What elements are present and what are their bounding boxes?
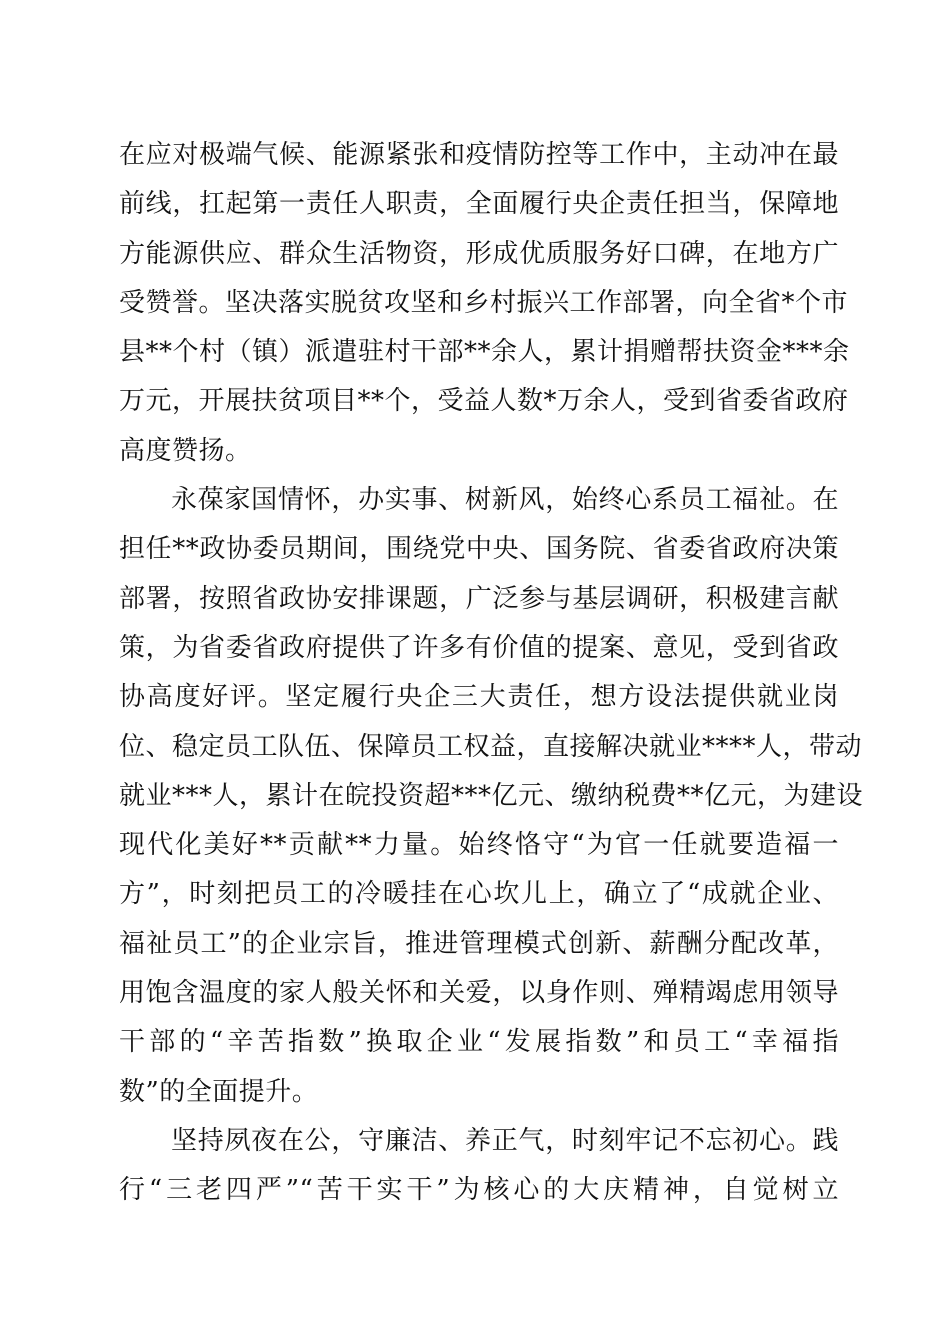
paragraph-line: 永葆家国情怀，办实事、树新风，始终心系员工福祉。在 bbox=[171, 485, 839, 516]
paragraph-2 bbox=[119, 476, 864, 1117]
paragraph-line: 协高度好评。坚定履行央企三大责任，想方设法提供就业岗 bbox=[119, 682, 839, 713]
paragraph-line: 福祉员工”的企业宗旨，推进管理模式创新、薪酬分配改革， bbox=[119, 928, 839, 959]
paragraph-line: 位、稳定员工队伍、保障员工权益，直接解决就业****人，带动 bbox=[119, 731, 863, 762]
paragraph-line: 就业***人，累计在皖投资超***亿元、缴纳税费**亿元，为建设 bbox=[119, 780, 864, 811]
paragraph-line: 方能源供应、群众生活物资，形成优质服务好口碑，在地方广 bbox=[119, 238, 839, 269]
paragraph-line: 用饱含温度的家人般关怀和关爱，以身作则、殚精竭虑用领导 bbox=[119, 978, 839, 1009]
paragraph-line: 担任**政协委员期间，围绕党中央、国务院、省委省政府决策 bbox=[119, 534, 839, 565]
paragraph-line: 受赞誉。坚决落实脱贫攻坚和乡村振兴工作部署，向全省*个市 bbox=[119, 287, 849, 318]
paragraph-line: 部署，按照省政协安排课题，广泛参与基层调研，积极建言献 bbox=[119, 583, 839, 614]
paragraph-line: 县**个村（镇）派遣驻村干部**余人，累计捐赠帮扶资金***余 bbox=[119, 337, 850, 368]
paragraph-line: 策，为省委省政府提供了许多有价值的提案、意见，受到省政 bbox=[119, 632, 839, 663]
paragraph-line: 坚持夙夜在公，守廉洁、养正气，时刻牢记不忘初心。践 bbox=[171, 1125, 839, 1156]
paragraph-line: 高度赞扬。 bbox=[119, 435, 252, 466]
paragraph-line: 前线，扛起第一责任人职责，全面履行央企责任担当，保障地 bbox=[119, 189, 839, 220]
paragraph-1 bbox=[119, 131, 850, 476]
paragraph-line: 万元，开展扶贫项目**个，受益人数*万余人，受到省委省政府 bbox=[119, 386, 849, 417]
paragraph-line: 现代化美好**贡献**力量。始终恪守“为官一任就要造福一 bbox=[119, 830, 839, 861]
paragraph-line: 方”，时刻把员工的冷暖挂在心坎儿上，确立了“成就企业、 bbox=[119, 879, 839, 910]
paragraph-line: 行“三老四严”“苦干实干”为核心的大庆精神，自觉树立 bbox=[119, 1175, 839, 1206]
paragraph-line: 在应对极端气候、能源紧张和疫情防控等工作中，主动冲在最 bbox=[119, 140, 839, 170]
body-text bbox=[119, 131, 864, 1216]
paragraph-line: 数”的全面提升。 bbox=[119, 1076, 319, 1107]
paragraph-3 bbox=[119, 1117, 839, 1216]
paragraph-line: 干部的“辛苦指数”换取企业“发展指数”和员工“幸福指 bbox=[119, 1027, 839, 1058]
